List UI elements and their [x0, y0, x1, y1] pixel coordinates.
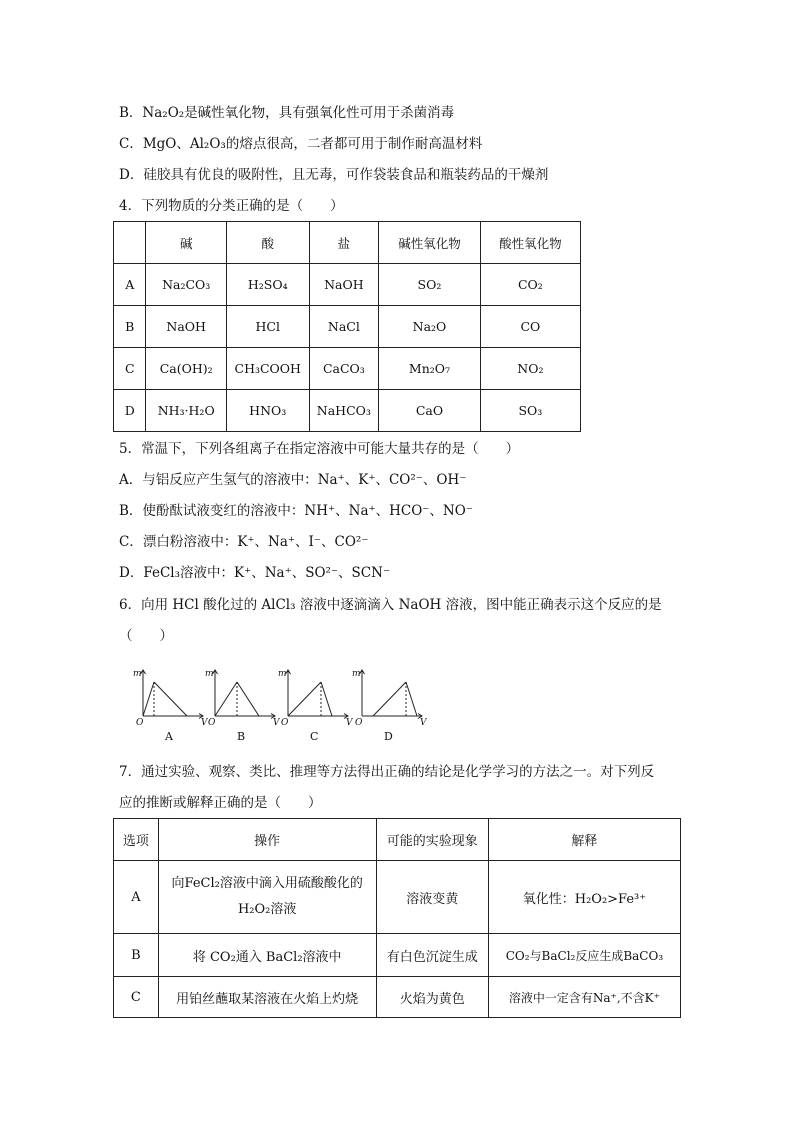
table-cell: D	[114, 390, 146, 432]
table-cell: HNO₃	[226, 390, 309, 432]
y-axis-label: m	[133, 669, 142, 679]
table-cell: CH₃COOH	[226, 348, 309, 390]
table-row	[114, 306, 581, 348]
q7-stem-line2: 应的推断或解释正确的是（ ）	[119, 795, 322, 811]
rise-line	[288, 682, 321, 716]
table-cell: NaOH	[309, 264, 379, 306]
table-cell: CaO	[379, 390, 481, 432]
table-row	[114, 348, 581, 390]
q3-option-c: C．MgO、Al₂O₃的熔点很高，二者都可用于制作耐高温材料	[119, 136, 483, 152]
q6-answer-paren: （ ）	[119, 628, 173, 644]
table-row	[114, 390, 581, 432]
rise-line	[143, 682, 154, 716]
table-cell: NaHCO₃	[309, 390, 379, 432]
table-cell: NO₂	[480, 348, 580, 390]
q4-stem: 4．下列物质的分类正确的是（ ）	[119, 198, 344, 214]
table-header: 碱	[146, 222, 226, 264]
q7-table	[113, 818, 681, 1018]
table-header: 解释	[488, 819, 680, 861]
rise-line	[215, 682, 237, 716]
graph-option-label: C	[310, 730, 319, 743]
table-header: 盐	[309, 222, 379, 264]
q5-option-a: A．与铝反应产生氢气的溶液中：Na⁺、K⁺、CO²⁻、OH⁻	[119, 472, 467, 488]
table-header-row	[114, 222, 581, 264]
fall-line	[154, 682, 187, 716]
q5-option-b: B．使酚酞试液变红的溶液中：NH⁺、Na⁺、HCO⁻、NO⁻	[119, 503, 473, 519]
origin-label: O	[281, 718, 289, 726]
graph-option-label: A	[165, 730, 173, 743]
table-cell: CaCO₃	[309, 348, 379, 390]
rise-line	[373, 682, 406, 716]
table-cell: SO₃	[480, 390, 580, 432]
table-cell: A	[114, 861, 159, 934]
table-header: 酸	[226, 222, 309, 264]
table-cell: H₂SO₄	[226, 264, 309, 306]
q4-table	[113, 221, 581, 432]
table-header: 碱性氧化物	[379, 222, 481, 264]
table-cell: C	[114, 348, 146, 390]
y-axis-label: m	[205, 669, 214, 679]
table-row	[114, 977, 681, 1018]
table-cell: 火焰为黄色	[376, 977, 488, 1018]
q7-stem-line1: 7．通过实验、观察、类比、推理等方法得出正确的结论是化学学习的方法之一。对下列反	[119, 764, 655, 780]
x-axis-label: V	[420, 718, 427, 726]
q5-option-d: D．FeCl₃溶液中：K⁺、Na⁺、SO²⁻、SCN⁻	[119, 565, 391, 581]
table-header-row	[114, 819, 681, 861]
table-cell: NaCl	[309, 306, 379, 348]
table-cell: 溶液变黄	[376, 861, 488, 934]
y-axis-label: m	[352, 669, 361, 679]
table-cell: CO	[480, 306, 580, 348]
fall-line	[321, 682, 332, 716]
table-cell: B	[114, 306, 146, 348]
table-cell: Na₂CO₃	[146, 264, 226, 306]
table-row	[114, 264, 581, 306]
table-cell: 用铂丝蘸取某溶液在火焰上灼烧	[158, 977, 376, 1018]
table-cell: 将 CO₂通入 BaCl₂溶液中	[158, 934, 376, 977]
graph-option-label: D	[384, 730, 393, 743]
q5-stem: 5．常温下，下列各组离子在指定溶液中可能大量共存的是（ ）	[119, 441, 520, 457]
table-cell: CO₂与BaCl₂反应生成BaCO₃	[488, 934, 680, 977]
table-header: 可能的实验现象	[376, 819, 488, 861]
fall-line	[237, 682, 259, 716]
table-cell: 向FeCl₂溶液中滴入用硫酸酸化的H₂O₂溶液	[158, 861, 376, 934]
q5-option-c: C．漂白粉溶液中：K⁺、Na⁺、I⁻、CO²⁻	[119, 534, 369, 550]
table-cell: B	[114, 934, 159, 977]
table-cell: SO₂	[379, 264, 481, 306]
table-cell: Na₂O	[379, 306, 481, 348]
table-cell: Mn₂O₇	[379, 348, 481, 390]
origin-label: O	[355, 718, 363, 726]
q3-option-b: B．Na₂O₂是碱性氧化物，具有强氧化性可用于杀菌消毒	[119, 105, 455, 121]
table-cell: C	[114, 977, 159, 1018]
table-cell: A	[114, 264, 146, 306]
q6-stem: 6．向用 HCl 酸化过的 AlCl₃ 溶液中逐滴滴入 NaOH 溶液，图中能正确表示这个反应的是	[119, 597, 662, 613]
table-header: 酸性氧化物	[480, 222, 580, 264]
table-cell: Ca(OH)₂	[146, 348, 226, 390]
x-axis-label: V	[201, 718, 208, 726]
table-cell: HCl	[226, 306, 309, 348]
table-row	[114, 934, 681, 977]
fall-line	[406, 682, 417, 716]
table-header: 选项	[114, 819, 159, 861]
graph-option-label: B	[237, 730, 246, 743]
table-cell: 氧化性：H₂O₂>Fe³⁺	[488, 861, 680, 934]
x-axis-label: V	[346, 718, 353, 726]
x-axis-label: V	[273, 718, 280, 726]
table-row	[114, 861, 681, 934]
table-cell: 溶液中一定含有Na⁺,不含K⁺	[488, 977, 680, 1018]
table-header: 操作	[158, 819, 376, 861]
table-cell: NH₃·H₂O	[146, 390, 226, 432]
q3-option-d: D．硅胶具有优良的吸附性，且无毒，可作袋装食品和瓶装药品的干燥剂	[119, 167, 549, 183]
table-cell: NaOH	[146, 306, 226, 348]
origin-label: O	[136, 718, 144, 726]
origin-label: O	[208, 718, 216, 726]
table-header	[114, 222, 146, 264]
table-cell: CO₂	[480, 264, 580, 306]
y-axis-label: m	[278, 669, 287, 679]
table-cell: 有白色沉淀生成	[376, 934, 488, 977]
